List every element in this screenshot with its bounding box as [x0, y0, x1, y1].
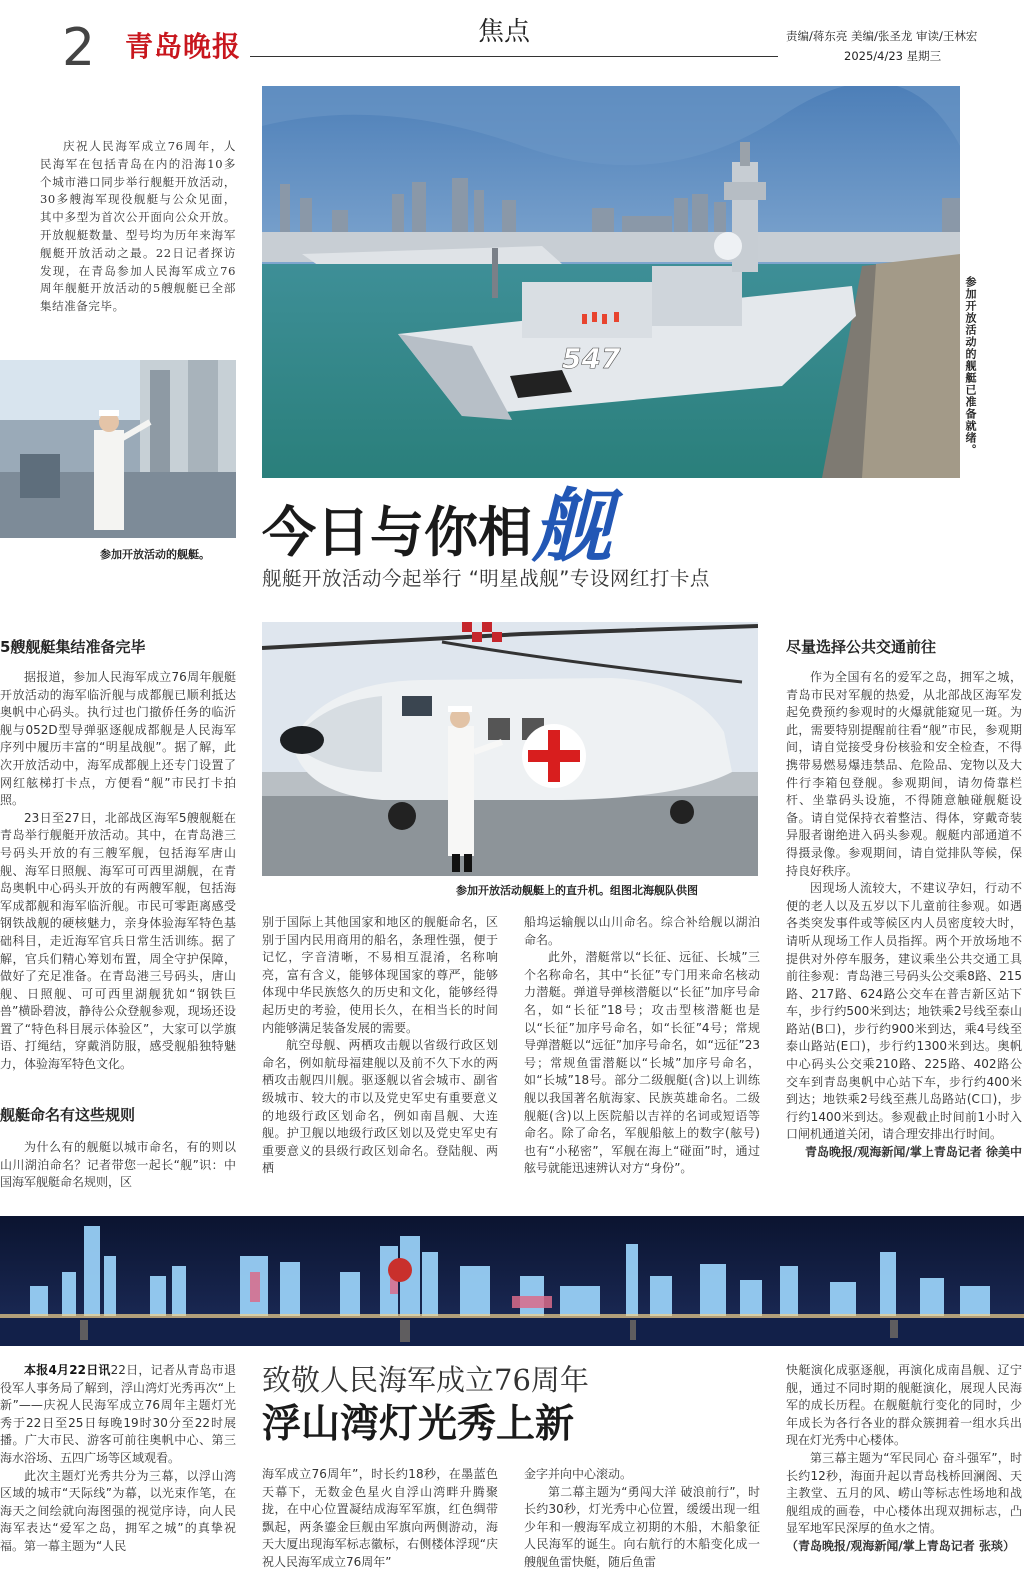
dateline: 本报4月22日讯: [24, 1363, 111, 1377]
headline-calligraphy: 舰: [532, 479, 612, 573]
main-ship-photo: [262, 86, 960, 478]
naming-column-text: 为什么有的舰艇以城市命名，有的则以山川湖泊命名？记者带您一起长“舰”识：中国海军舰艇命名规则，区: [0, 1140, 236, 1190]
submarine-naming-column: 船坞运输舰以山川命名。综合补给舰以湖泊命名。 此外，潜艇常以“长征、远征、长城”三个名称命名，其中“长征”专门用来命名核动力潜艇。弹道导弹核潜艇以“长征”加序号命名，如“长征”18号；攻击型核潜艇也是以“长征”加序号命名，如“长征”4号；常规导弹潜艇以“远征”加序号命名，如“远征”23号；常规鱼雷潜艇以“长城”加序号命名，如“长城”18号。部分二级舰艇(含)以上训练舰以我国著名航海家、民族英雄命名。二级舰艇(含)以上医院船以吉祥的名词或短语等命名。除了命名，军舰船舷上的数字(舷号)也有“小秘密”，军舰在海上“碰面”时，通过舷号就能迅速辨认对方“身份”。: [524, 915, 760, 1176]
sailor-photo-caption: 参加开放活动的舰艇。: [100, 548, 210, 561]
helicopter-photo-caption: 参加开放活动舰艇上的直升机。组图北海舰队供图: [456, 884, 698, 897]
ship-hull-number: 547: [562, 342, 621, 375]
transport-byline: 青岛晚报/观海新闻/掌上青岛记者 徐美中: [805, 1145, 1022, 1160]
issue-date: 2025/4/23 星期三: [844, 49, 942, 63]
ships-column-text: 据报道，参加人民海军成立76周年舰艇开放活动的海军临沂舰与成都舰已顺利抵达奥帆中心码头。执行过也门撤侨任务的临沂舰与052D型导弹驱逐舰成都舰是人民海军序列中履历丰富的“明星战舰”。据了解，此次开放活动中，海军成都舰上还专门设置了网红舷梯打卡点，方便看“舰”市民打卡拍照。 23日至27日，北部战区海军5艘舰艇在青岛举行舰艇开放活动。其中，在青岛港三号码头开放的有三艘军舰，包括海军唐山舰、海军日照舰、海军可可西里湖舰，在青岛奥帆中心码头开放的有两艘军舰，包括海军成都舰和海军临沂舰。市民可零距离感受钢铁战舰的硬核魅力，亲身体验海军特色基础科目，走近海军官兵日常生活训练。据了解，官兵们精心筹划布置，周全守护保障，做好了充足准备。在青岛港三号码头，唐山舰、日照舰、可可西里湖舰犹如“钢铁巨兽”横卧碧波，静待公众登舰参观，现场还设置了“特色科目展示体验区”，大家可以学旗语、打绳结，穿戴消防服，感受舰船独特魅力，体验海军特色文化。: [0, 670, 236, 1072]
light-show-skyline-photo: [0, 1216, 1024, 1346]
main-photo-caption: 参加开放活动的舰艇已准备就绪。: [964, 276, 977, 456]
naming-rules-column: 别于国际上其他国家和地区的舰艇命名，区别于国内民用商用的船名，条理性强，便于记忆，字音清晰，不易相互混淆，名称响亮，富有含义，能够体现国家的尊严，能够体现中华民族悠久的历史和文化，能够经得起历史的考验，使用长久，在相当长的时间内能够满足装备发展的需要。 航空母舰、两栖攻击舰以省级行政区划命名，例如航母福建舰以及前不久下水的两栖攻击舰四川舰。驱逐舰以省会城市、副省级城市、较大的市以及党史军史有重要意义的地级行政区划命名，例如南昌舰、大连舰。护卫舰以地级行政区划以及党史军史有重要意义的县级行政区划命名。登陆舰、两栖: [262, 915, 498, 1176]
bottom-kicker: 致敬人民海军成立76周年: [262, 1363, 589, 1397]
paper-name: 青岛晚报: [125, 30, 242, 63]
section-title-naming: 舰艇命名有这些规则: [0, 1106, 136, 1124]
section-label: 焦点: [478, 17, 531, 47]
transport-column-text: 作为全国有名的爱军之岛，拥军之城，青岛市民对军舰的热爱，从北部战区海军发起免费预约参观时的火爆就能窥见一斑。为此，需要特别提醒前往看“舰”市民，参观期间，请自觉接受身份核验和安全检查，不得携带易燃易爆违禁品、危险品、宠物以及大件行李箱包登舰。参观期间，请勿倚靠栏杆、坐靠码头设施，不得随意触碰舰艇设备。请自觉保持衣着整洁、得体，穿戴奇装异服者谢绝进入码头参观。舰艇内部通道不得摄录像。参观期间，请自觉排队等候，保持良好秩序。 因现场人流较大，不建议孕妇，行动不便的老人以及五岁以下儿童前往参观。如遇各类突发事件或等候区内人员密度较大时，请听从现场工作人员指挥。两个开放场地不提供对外停车服务，建议乘坐公共交通工具前往参观：青岛港三号码头公交乘8路、215路、217路、624路公交车在普吉新区站下车，步行约500米到达；地铁乘2号线至泰山路站(B口)，步行约900米到达，乘4号线至泰山路站(E口)，步行约1300米到达。奥帆中心码头公交乘210路、225路、402路公交车到青岛奥帆中心站下车，步行约400米到达；地铁乘2号线至燕儿岛路站(C口)，步行约1400米到达。参观截止时间前1小时入口闸机通道关闭，请合理安排出行时间。 青岛晚报/观海新闻/掌上青岛记者 徐美中: [786, 669, 1022, 1162]
lead-paragraph: 庆祝人民海军成立76周年，人民海军在包括青岛在内的沿海10多个城市港口同步举行舰艇开放活动，30多艘海军现役舰艇与公众见面，其中多型为首次公开面向公众开放。开放舰艇数量、型号均为历年来海军舰艇开放活动之最。22日记者探访发现，在青岛参加人民海军成立76周年舰艇开放活动的5艘舰艇已全部集结准备完毕。: [40, 139, 236, 314]
sailor-photo: [0, 360, 236, 538]
header-rule: [250, 56, 778, 57]
page-number: 2: [62, 18, 96, 78]
section-title-transport: 尽量选择公共交通前往: [786, 638, 937, 656]
lightshow-column-1: 本报4月22日讯22日，记者从青岛市退役军人事务局了解到，浮山湾灯光秀再次“上新”——庆祝人民海军成立76周年主题灯光秀于22日至25日每晚19时30分至22时展播。广大市民、游客可前往奥帆中心、第三海水浴场、五四广场等区域观看。 此次主题灯光秀共分为三幕，以浮山湾区域的城市“天际线”为幕，以光束作笔，在海天之间绘就向海图强的视觉序诗，向人民海军表达“爱军之岛，拥军之城”的真挚祝福。第一幕主题为“人民: [0, 1363, 236, 1553]
lightshow-column-4: 快艇演化成驱逐舰，再演化成南昌舰、辽宁舰，通过不同时期的舰艇演化，展现人民海军的成长历程。在舰艇航行变化的同时，少年成长为各行各业的群众簇拥着一组水兵出现在灯光秀中心楼体。 第三幕主题为“军民同心 奋斗强军”，时长约12秒，海面升起以青岛栈桥回澜阁、天主教堂、五月的风、崂山等标志性场地和战舰组成的画卷，中心楼体出现双拥标志，凸显军地军民深厚的鱼水之情。 （青岛晚报/观海新闻/掌上青岛记者 张琰）: [786, 1362, 1022, 1556]
bottom-headline: 浮山湾灯光秀上新: [262, 1402, 575, 1447]
lightshow-byline: （青岛晚报/观海新闻/掌上青岛记者 张琰）: [786, 1538, 1015, 1553]
lightshow-column-2: 海军成立76周年”，时长约18秒，在墨蓝色天幕下，无数金色星火自浮山湾畔升腾聚拢，在中心位置凝结成海军军旗，红色绸带飘起，两条鎏金巨舰由军旗向两侧游动，海天大厦出现海军标志徽标，右侧楼体浮现“庆祝人民海军成立76周年”: [262, 1467, 498, 1569]
main-headline: [262, 479, 612, 573]
subheadline: 舰艇开放活动今起举行 “明星战舰”专设网红打卡点: [262, 567, 710, 590]
editor-credits: 责编/蒋东亮 美编/张圣龙 审读/王林宏: [786, 29, 978, 43]
headline-text: 今日与你相: [262, 501, 532, 564]
lightshow-column-3: 金字并向中心滚动。 第二幕主题为“勇闯大洋 破浪前行”，时长约30秒，灯光秀中心位置，缓缓出现一组少年和一艘海军成立初期的木船，木船象征人民海军的诞生。向右航行的木船变化成一艘舰鱼雷快艇，随后鱼雷: [524, 1467, 760, 1569]
section-title-ships: 5艘舰艇集结准备完毕: [0, 638, 146, 656]
helicopter-photo: [262, 622, 758, 876]
